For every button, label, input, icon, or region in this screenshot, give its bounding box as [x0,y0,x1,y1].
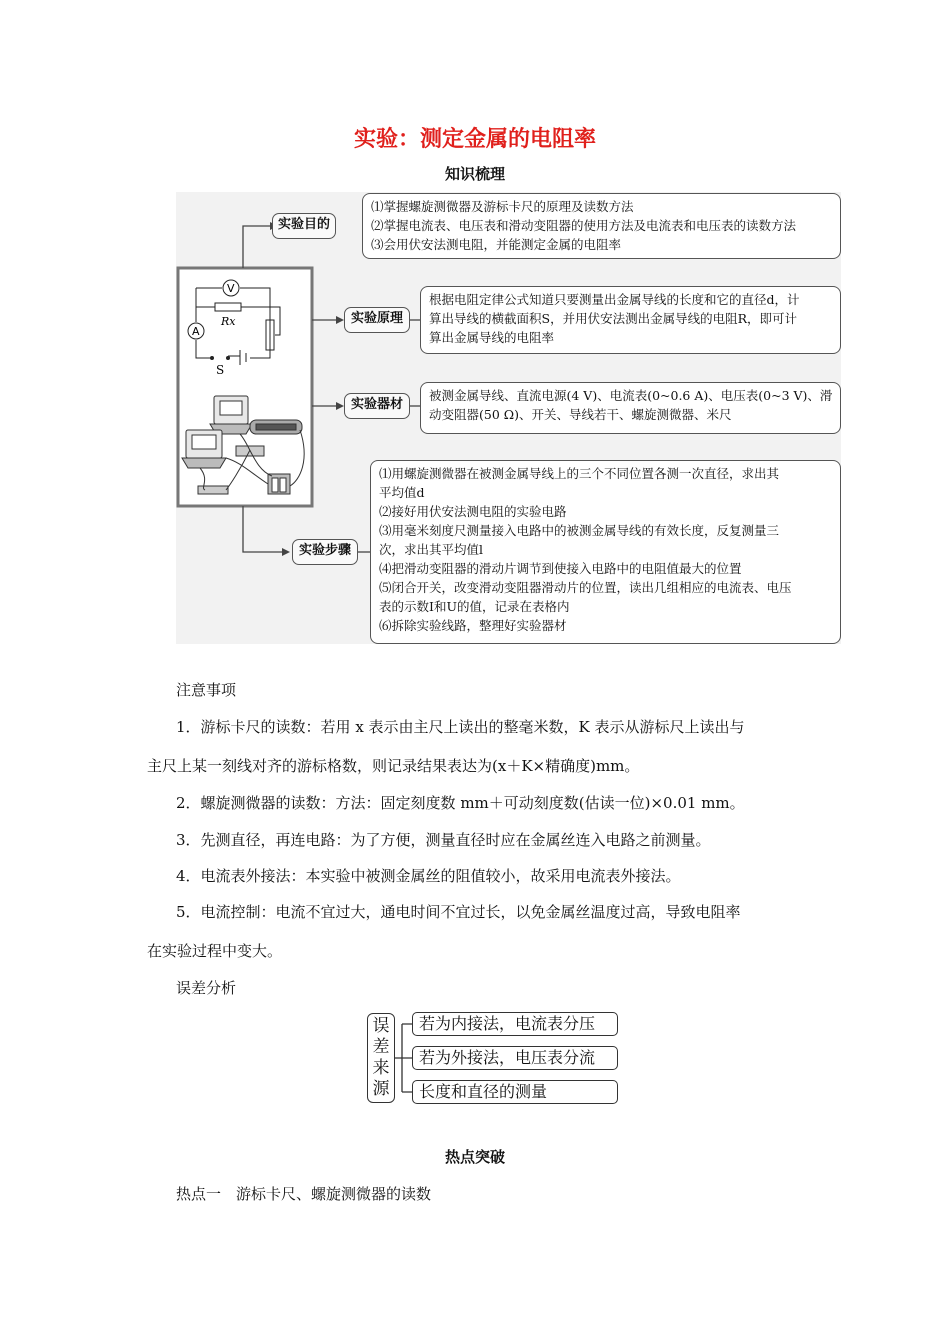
notes-heading: 注意事项 [176,681,237,699]
error-source-char: 误 [372,1016,390,1036]
purpose-line: ⑶会用伏安法测电阻，并能测定金属的电阻率 [371,237,622,252]
note-line: 4．电流表外接法：本实验中被测金属丝的阻值较小，故采用电流表外接法。 [176,867,681,885]
steps-line: ⑷把滑动变阻器的滑动片调节到使接入电路中的电阻值最大的位置 [379,561,742,576]
hotspot-1-heading: 热点一 游标卡尺、螺旋测微器的读数 [176,1185,432,1203]
error-item: 若为外接法，电压表分流 [412,1046,618,1070]
equipment-line: 动变阻器(50 Ω)、开关、导线若干、螺旋测微器、米尺 [429,407,732,422]
error-item: 长度和直径的测量 [412,1080,618,1104]
resistor-label: Rx [221,315,236,328]
steps-line: ⑵接好用伏安法测电阻的实验电路 [379,504,567,519]
purpose-line: ⑵掌握电流表、电压表和滑动变阻器的使用方法及电流表和电压表的读数方法 [371,218,797,233]
note-line: 5．电流控制：电流不宜过大，通电时间不宜过长，以免金属丝温度过高，导致电阻率 [176,903,741,921]
principle-line: 算出导线的横截面积S，并用伏安法测出金属导线的电阻R，即可计 [429,311,797,326]
label-steps: 实验步骤 [292,539,358,565]
label-purpose: 实验目的 [272,213,336,239]
error-source-char: 差 [372,1037,390,1057]
error-source-char: 来 [372,1058,390,1078]
label-principle: 实验原理 [344,307,410,333]
principle-line: 根据电阻定律公式知道只要测量出金属导线的长度和它的直径d，计 [429,292,800,307]
steps-line: ⑸闭合开关，改变滑动变阻器滑动片的位置，读出几组相应的电流表、电压 [379,580,792,595]
steps-line: 次，求出其平均值l [379,542,483,557]
steps-line: ⑹拆除实验线路，整理好实验器材 [379,618,567,633]
steps-line: 表的示数I和U的值，记录在表格内 [379,599,570,614]
switch-label: S [216,363,225,377]
section-hotspot-heading: 热点突破 [444,1148,505,1166]
ammeter-label: A [192,325,200,338]
steps-line: ⑶用毫米刻度尺测量接入电路中的被测金属导线的有效长度，反复测量三 [379,523,780,538]
voltmeter-label: V [227,282,235,295]
error-source-label [367,1013,395,1103]
label-equipment: 实验器材 [344,393,410,419]
section-knowledge-heading: 知识梳理 [444,165,505,183]
note-line: 2．螺旋测微器的读数：方法：固定刻度数 mm＋可动刻度数(估读一位)×0.01 mm。 [176,794,745,812]
equipment-line: 被测金属导线、直流电源(4 V)、电流表(0~0.6 A)、电压表(0~3 V)、滑 [429,388,833,403]
error-source-char: 源 [372,1079,390,1099]
steps-line: 平均值d [379,485,425,500]
note-line: 3．先测直径，再连电路：为了方便，测量直径时应在金属丝连入电路之前测量。 [176,831,711,849]
purpose-line: ⑴掌握螺旋测微器及游标卡尺的原理及读数方法 [371,199,634,214]
note-line: 1．游标卡尺的读数：若用 x 表示由主尺上读出的整毫米数，K 表示从游标尺上读出与 [176,718,745,736]
page-title: 实验：测定金属的电阻率 [353,127,596,152]
steps-line: ⑴用螺旋测微器在被测金属导线上的三个不同位置各测一次直径，求出其 [379,466,780,481]
error-heading: 误差分析 [176,979,237,997]
note-line: 在实验过程中变大。 [147,942,283,960]
error-item: 若为内接法，电流表分压 [412,1012,618,1036]
principle-line: 算出金属导线的电阻率 [429,330,555,345]
note-line: 主尺上某一刻线对齐的游标格数，则记录结果表达为(x＋K×精确度)mm。 [147,757,640,775]
